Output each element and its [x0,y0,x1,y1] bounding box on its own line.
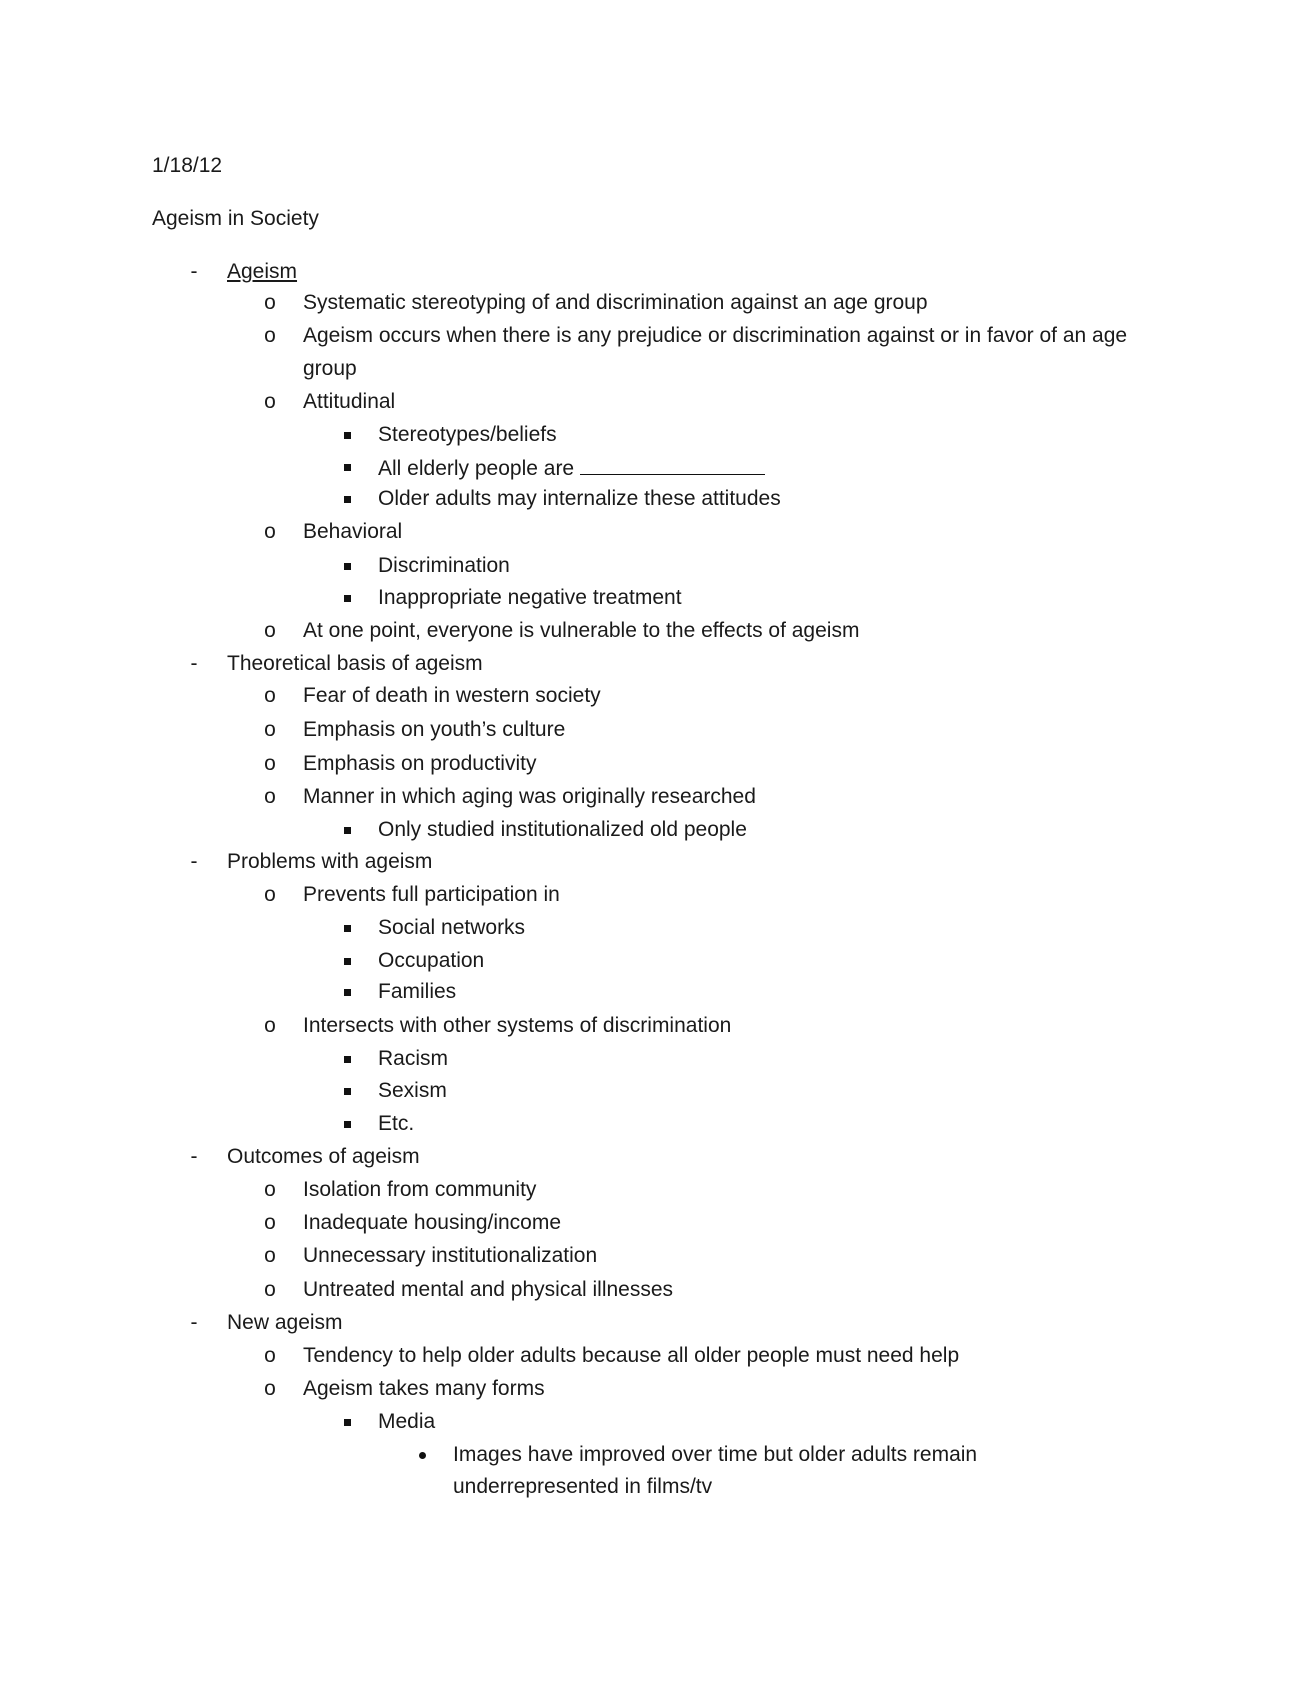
square-bullet [344,496,351,503]
square-bullet [344,595,351,602]
list-item: Ageism takes many forms [303,1377,545,1400]
circle-marker: o [264,291,276,314]
circle-marker: o [264,1278,276,1301]
circle-marker: o [264,883,276,906]
circle-marker: o [264,785,276,808]
list-item: Fear of death in western society [303,684,601,707]
square-bullet [344,1121,351,1128]
sub-list-item [378,454,765,482]
sub-list-item: Families [378,980,457,1003]
list-item: Emphasis on productivity [303,752,537,775]
circle-marker: o [264,520,276,543]
square-bullet [344,827,351,834]
square-bullet [344,1088,351,1095]
circle-marker: o [264,752,276,775]
sub-sub-list-item-continuation: underrepresented in films/tv [453,1475,713,1498]
circle-marker: o [264,1344,276,1367]
sub-list-item: Discrimination [378,554,510,577]
sub-list-item: Etc. [378,1112,415,1135]
date-line: 1/18/12 [152,154,223,177]
list-item: Intersects with other systems of discrimination [303,1014,732,1037]
circle-marker: o [264,1014,276,1037]
circle-marker: o [264,684,276,707]
list-item: Manner in which aging was originally researched [303,785,756,808]
list-item: Untreated mental and physical illnesses [303,1278,674,1301]
section-heading: Theoretical basis of ageism [227,652,483,675]
dash-marker: - [190,850,198,873]
list-item: Unnecessary institutionalization [303,1244,598,1267]
sub-list-item: Stereotypes/beliefs [378,423,557,446]
section-heading: Problems with ageism [227,850,433,873]
dash-marker: - [190,652,198,675]
square-bullet [344,989,351,996]
sub-list-item: Older adults may internalize these attitudes [378,487,781,510]
list-item: Isolation from community [303,1178,537,1201]
list-item: Ageism occurs when there is any prejudice or discrimination against or in favor of an age [303,324,1128,347]
sub-list-item: Racism [378,1047,449,1070]
dash-marker: - [190,1311,198,1334]
square-bullet [344,1419,351,1426]
page-title: Ageism in Society [152,207,319,230]
section-heading: Ageism [227,260,298,283]
square-bullet [344,925,351,932]
circle-marker: o [264,718,276,741]
circle-marker: o [264,1211,276,1234]
circle-marker: o [264,390,276,413]
section-heading: Outcomes of ageism [227,1145,420,1168]
circle-marker: o [264,1377,276,1400]
circle-marker: o [264,324,276,347]
square-bullet [344,563,351,570]
circle-marker: o [264,619,276,642]
square-bullet [344,958,351,965]
square-bullet [344,432,351,439]
sub-list-item: Social networks [378,916,526,939]
square-bullet [344,1056,351,1063]
sub-list-item-text: All elderly people are [378,457,575,480]
list-item: Prevents full participation in [303,883,560,906]
square-bullet [344,464,351,471]
dash-marker: - [190,1145,198,1168]
dash-marker: - [190,260,198,283]
list-item: Tendency to help older adults because all older people must need help [303,1344,960,1367]
sub-list-item: Occupation [378,949,485,972]
sub-list-item: Media [378,1410,436,1433]
sub-list-item: Inappropriate negative treatment [378,586,682,609]
sub-list-item: Only studied institutionalized old people [378,818,747,841]
list-item: Emphasis on youth’s culture [303,718,566,741]
list-item: Attitudinal [303,390,396,413]
list-item: At one point, everyone is vulnerable to the effects of ageism [303,619,860,642]
circle-marker: o [264,1178,276,1201]
sub-sub-list-item: Images have improved over time but older adults remain [453,1443,978,1466]
sub-list-item: Sexism [378,1079,447,1102]
list-item: Inadequate housing/income [303,1211,562,1234]
list-item-continuation: group [303,357,357,380]
list-item: Behavioral [303,520,403,543]
circle-marker: o [264,1244,276,1267]
round-bullet [419,1452,426,1459]
list-item: Systematic stereotyping of and discrimination against an age group [303,291,928,314]
fill-in-blank [580,454,765,475]
section-heading: New ageism [227,1311,343,1334]
